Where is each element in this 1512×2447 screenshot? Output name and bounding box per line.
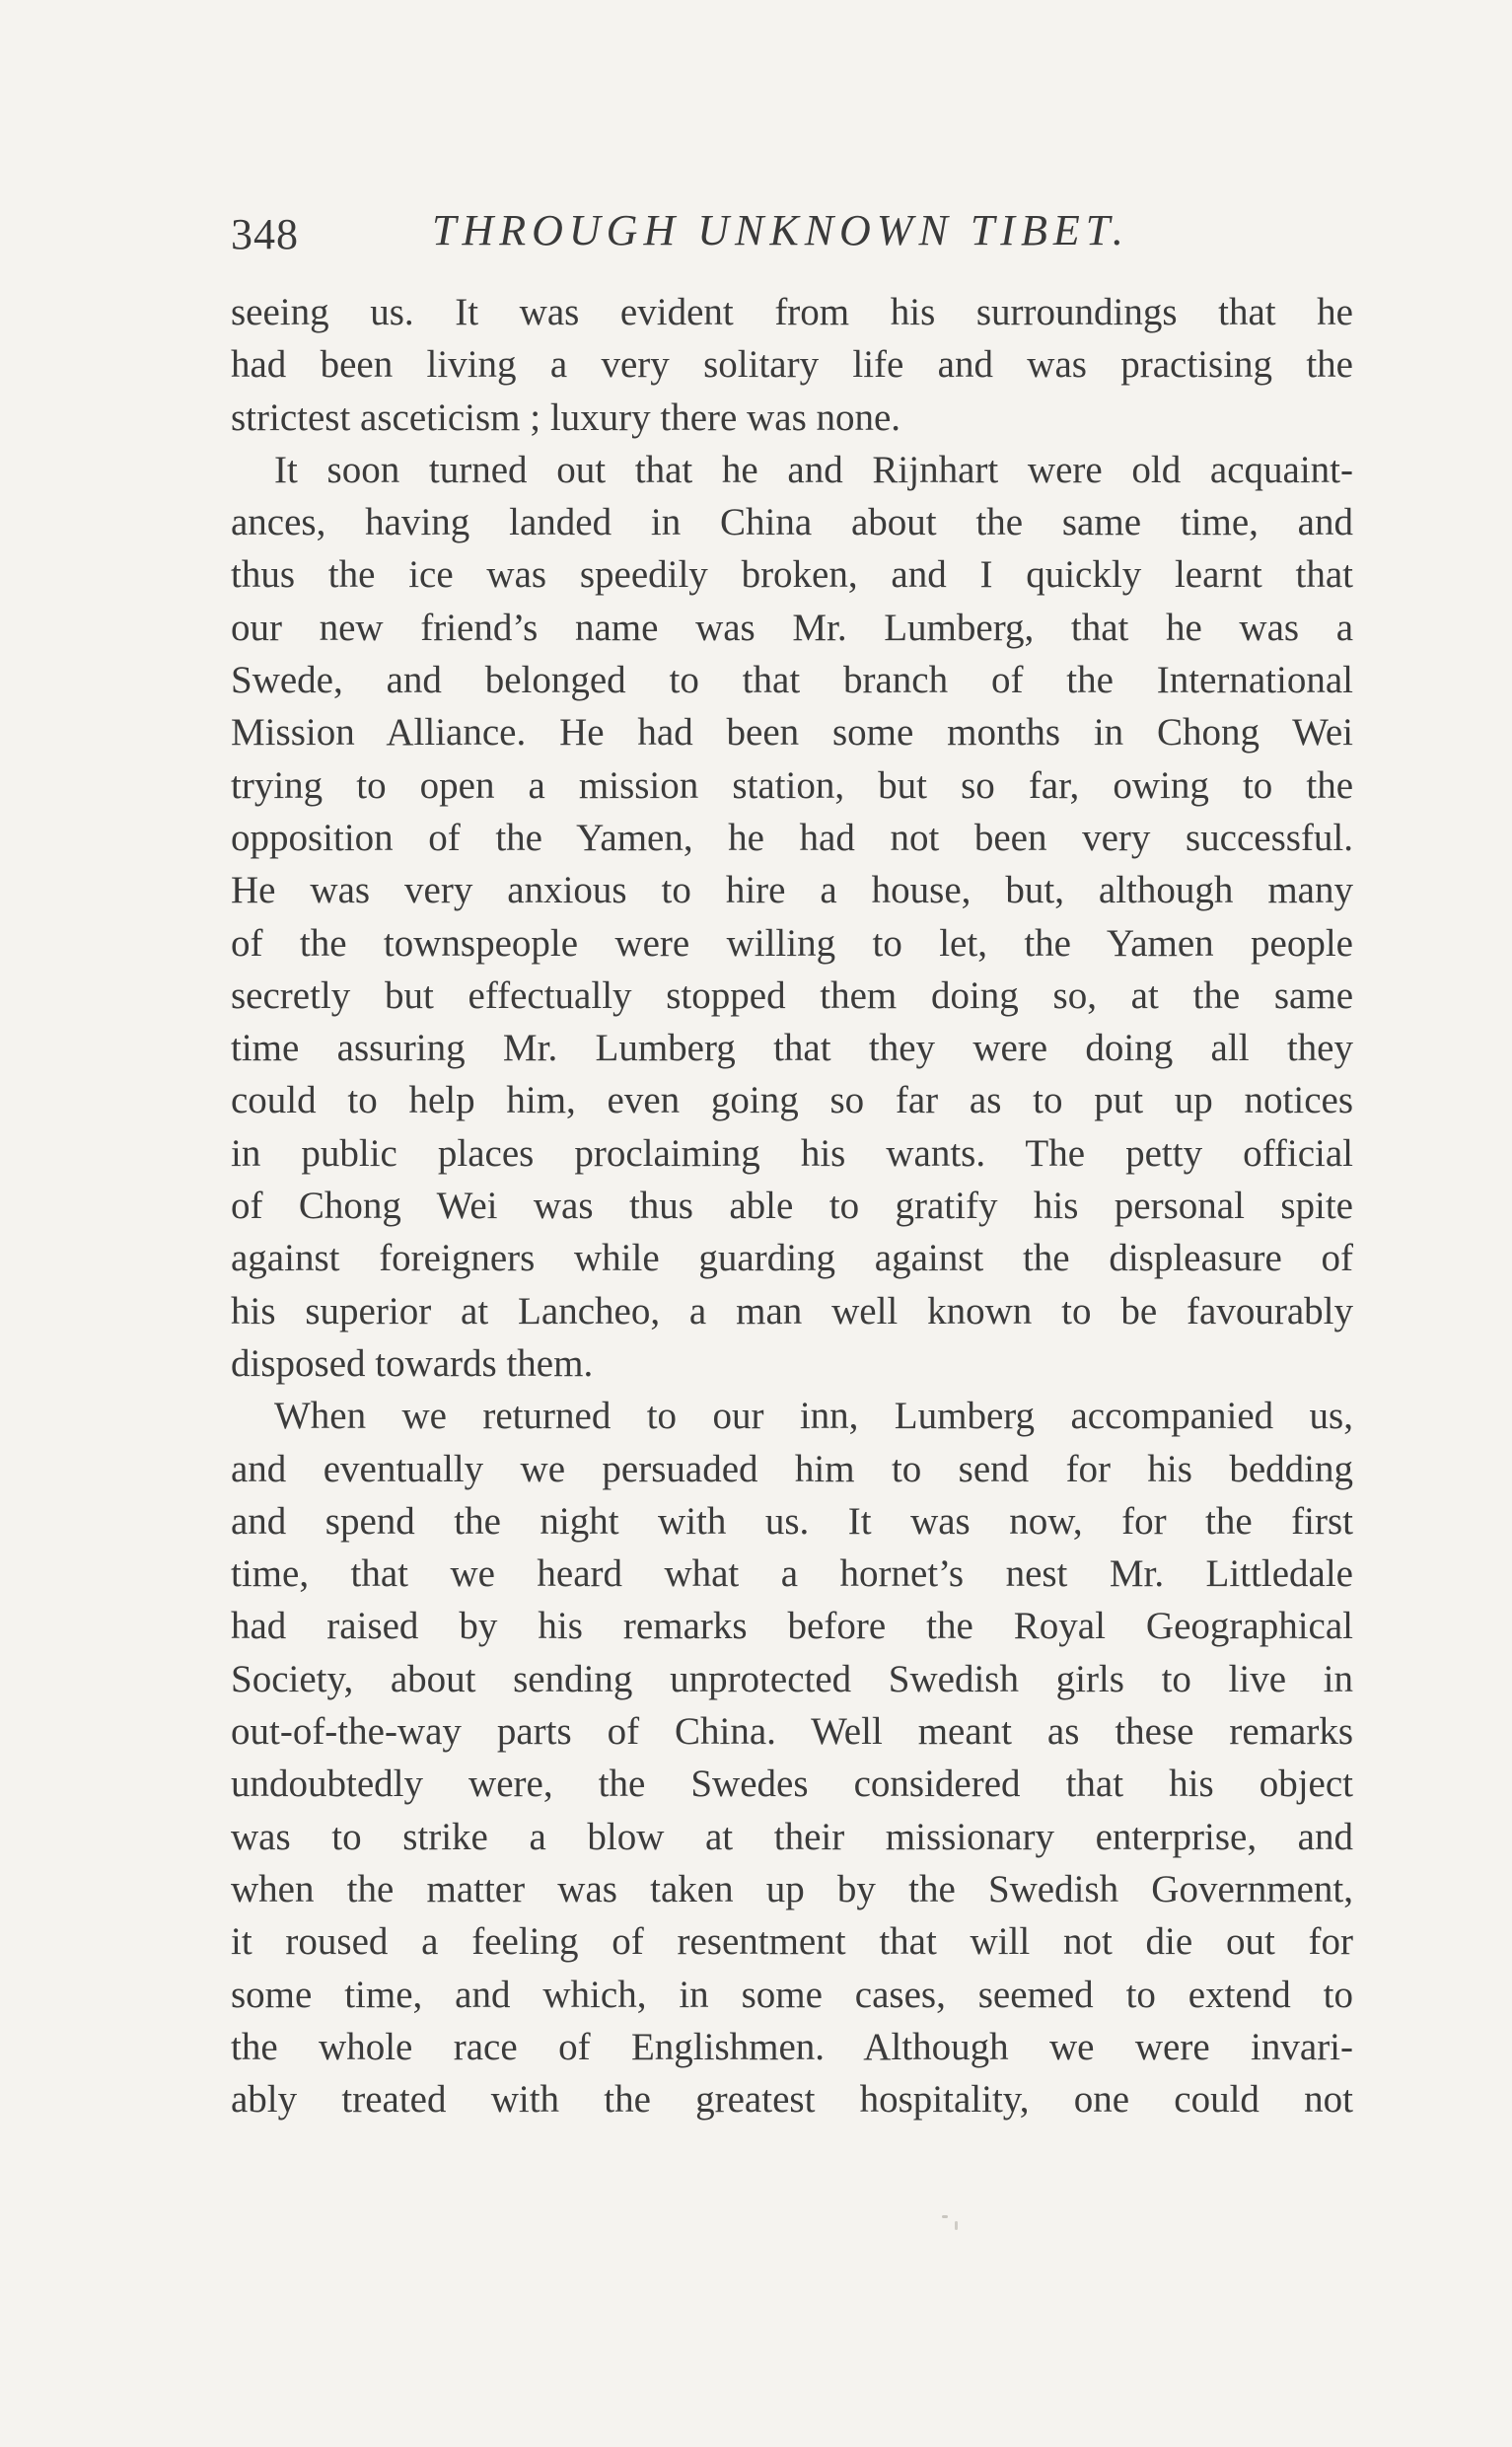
text-line: out-of-the-way parts of China. Well meant as these remarks [231, 1710, 1353, 1754]
text-line: He was very anxious to hire a house, but, although many [231, 869, 1353, 912]
text-line: had raised by his remarks before the Royal Geographical [231, 1605, 1353, 1648]
text-line: thus the ice was speedily broken, and I quickly learnt that [231, 553, 1353, 597]
text-line: When we returned to our inn, Lumberg accompanied us, [274, 1395, 1353, 1438]
text-line: of Chong Wei was thus able to gratify his personal spite [231, 1185, 1353, 1228]
text-line: disposed towards them. [231, 1341, 594, 1385]
text-line: it roused a feeling of resentment that will not die out for [231, 1920, 1353, 1964]
text-line: his superior at Lancheo, a man well known to be favourably [231, 1289, 1353, 1332]
text-line: Mission Alliance. He had been some months in Chong Wei [231, 711, 1353, 755]
text-line: some time, and which, in some cases, seemed to extend to [231, 1973, 1353, 2016]
text-line: ances, having landed in China about the same time, and [231, 501, 1353, 544]
text-line: Swede, and belonged to that branch of the International [231, 659, 1353, 702]
text-line: and spend the night with us. It was now, for the first [231, 1499, 1353, 1543]
text-line: secretly but effectually stopped them doing so, at the same [231, 973, 1353, 1017]
text-line: could to help him, even going so far as to put up notices [231, 1079, 1353, 1122]
running-title: THROUGH UNKNOWN TIBET. [432, 206, 1129, 254]
text-line: had been living a very solitary life and was practising the [231, 343, 1353, 387]
text-line: seeing us. It was evident from his surroundings that he [231, 291, 1353, 333]
text-line: against foreigners while guarding against the displeasure of [231, 1237, 1353, 1280]
text-line: and eventually we persuaded him to send for his bedding [231, 1447, 1353, 1490]
body-text [231, 286, 1353, 2125]
paper-speck [955, 2221, 958, 2230]
text-line: when the matter was taken up by the Swedish Government, [231, 1867, 1353, 1910]
page-number: 348 [231, 210, 299, 258]
text-line: our new friend’s name was Mr. Lumberg, that he was a [231, 606, 1353, 649]
text-line: in public places proclaiming his wants. The petty official [231, 1131, 1353, 1175]
page-header [231, 205, 1353, 264]
text-line: was to strike a blow at their missionary enterprise, and [231, 1815, 1353, 1858]
text-line: It soon turned out that he and Rijnhart were old acquaint- [274, 448, 1353, 491]
text-line: ably treated with the greatest hospitality, one could not [231, 2078, 1353, 2122]
text-line: trying to open a mission station, but so far, owing to the [231, 763, 1353, 807]
text-line: of the townspeople were willing to let, the Yamen people [231, 921, 1353, 965]
text-line: strictest asceticism ; luxury there was none. [231, 396, 901, 439]
text-line: undoubtedly were, the Swedes considered that his object [231, 1763, 1353, 1806]
text-line: time, that we heard what a hornet’s nest Mr. Littledale [231, 1552, 1353, 1596]
text-line: Society, about sending unprotected Swedish girls to live in [231, 1657, 1353, 1700]
text-line: the whole race of Englishmen. Although we were invari- [231, 2025, 1353, 2068]
paper-speck [942, 2215, 948, 2218]
text-line: opposition of the Yamen, he had not been very successful. [231, 816, 1353, 859]
text-line: time assuring Mr. Lumberg that they were doing all they [231, 1027, 1353, 1070]
